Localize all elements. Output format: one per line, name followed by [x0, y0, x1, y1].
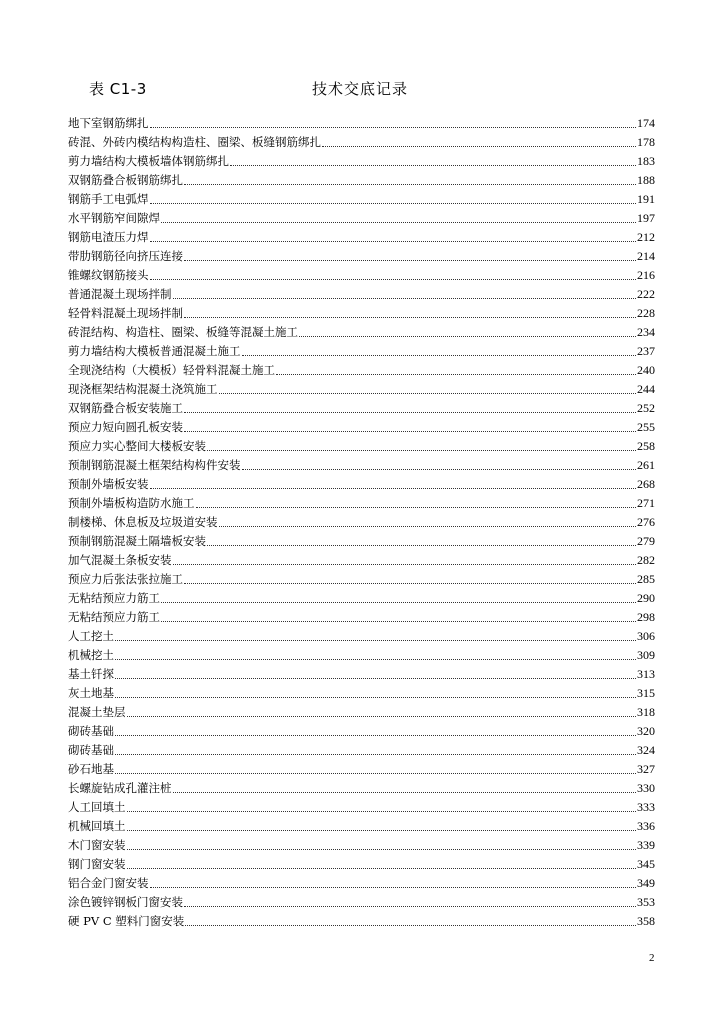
toc-entry-title: 预制钢筋混凝土隔墙板安装 — [68, 534, 206, 548]
toc-entry[interactable] — [68, 703, 655, 722]
toc-entry-title: 混凝土垫层 — [68, 705, 126, 719]
toc-entry-title: 砖混结构、构造柱、圈梁、板缝等混凝土施工 — [68, 325, 298, 339]
toc-entry-title: 铝合金门窗安装 — [68, 876, 149, 890]
toc-dot-leader — [115, 754, 636, 755]
toc-entry-page: 216 — [637, 268, 655, 282]
toc-entry-title: 机械回填土 — [68, 819, 126, 833]
toc-entry[interactable] — [68, 513, 655, 532]
toc-entry-title: 预应力实心整间大楼板安装 — [68, 439, 206, 453]
page-number: 2 — [649, 952, 655, 964]
toc-dot-leader — [127, 849, 637, 850]
toc-entry-title: 砌砖基础 — [68, 724, 114, 738]
toc-entry-title: 预制外墙板安装 — [68, 477, 149, 491]
toc-entry-page: 191 — [637, 192, 655, 206]
toc-entry[interactable] — [68, 798, 655, 817]
toc-entry-page: 336 — [637, 819, 655, 833]
toc-dot-leader — [161, 621, 636, 622]
toc-entry[interactable] — [68, 456, 655, 475]
toc-entry-page: 285 — [637, 572, 655, 586]
toc-entry[interactable] — [68, 380, 655, 399]
toc-dot-leader — [127, 716, 637, 717]
toc-entry[interactable] — [68, 399, 655, 418]
toc-dot-leader — [150, 127, 637, 128]
toc-entry[interactable] — [68, 836, 655, 855]
toc-entry-title: 预制外墙板构造防水施工 — [68, 496, 195, 510]
toc-entry-page: 298 — [637, 610, 655, 624]
toc-entry-page: 252 — [637, 401, 655, 415]
toc-dot-leader — [184, 906, 636, 907]
toc-entry-title: 钢筋电渣压力焊 — [68, 230, 149, 244]
toc-entry[interactable] — [68, 551, 655, 570]
toc-entry-title: 灰土地基 — [68, 686, 114, 700]
toc-entry-page: 261 — [637, 458, 655, 472]
toc-entry-page: 222 — [637, 287, 655, 301]
toc-entry-page: 268 — [637, 477, 655, 491]
toc-dot-leader — [184, 317, 636, 318]
toc-dot-leader — [173, 564, 637, 565]
toc-entry[interactable] — [68, 893, 655, 912]
toc-entry-page: 271 — [637, 496, 655, 510]
toc-dot-leader — [150, 279, 637, 280]
toc-dot-leader — [185, 925, 636, 926]
toc-entry-page: 197 — [637, 211, 655, 225]
toc-dot-leader — [115, 735, 636, 736]
toc-entry-title: 地下室钢筋绑扎 — [68, 116, 149, 130]
toc-entry-page: 309 — [637, 648, 655, 662]
toc-dot-leader — [115, 678, 636, 679]
toc-dot-leader — [150, 488, 637, 489]
toc-entry[interactable] — [68, 475, 655, 494]
toc-entry-title: 钢筋手工电弧焊 — [68, 192, 149, 206]
toc-dot-leader — [242, 469, 637, 470]
toc-entry[interactable] — [68, 665, 655, 684]
toc-dot-leader — [150, 887, 637, 888]
toc-entry-title: 木门窗安装 — [68, 838, 126, 852]
toc-entry-title: 砂石地基 — [68, 762, 114, 776]
toc-dot-leader — [299, 336, 636, 337]
toc-dot-leader — [115, 697, 636, 698]
toc-dot-leader — [127, 830, 637, 831]
toc-entry[interactable] — [68, 304, 655, 323]
toc-entry-page: 188 — [637, 173, 655, 187]
toc-entry[interactable] — [68, 209, 655, 228]
toc-entry-page: 313 — [637, 667, 655, 681]
toc-entry-page: 237 — [637, 344, 655, 358]
toc-entry[interactable] — [68, 437, 655, 456]
toc-entry[interactable] — [68, 912, 655, 931]
toc-entry[interactable] — [68, 627, 655, 646]
toc-entry[interactable] — [68, 779, 655, 798]
toc-dot-leader — [207, 450, 636, 451]
toc-entry[interactable] — [68, 874, 655, 893]
toc-entry-page: 358 — [637, 914, 655, 928]
toc-entry-page: 178 — [637, 135, 655, 149]
toc-dot-leader — [115, 640, 636, 641]
toc-dot-leader — [276, 374, 636, 375]
toc-entry[interactable] — [68, 855, 655, 874]
toc-dot-leader — [207, 545, 636, 546]
toc-entry-page: 279 — [637, 534, 655, 548]
table-of-contents — [68, 114, 655, 931]
toc-entry-title: 预应力短向圆孔板安装 — [68, 420, 183, 434]
toc-entry[interactable] — [68, 608, 655, 627]
toc-entry-title: 双钢筋叠合板安装施工 — [68, 401, 183, 415]
toc-entry-page: 234 — [637, 325, 655, 339]
document-title: 技术交底记录 — [312, 80, 409, 98]
toc-entry[interactable] — [68, 152, 655, 171]
toc-entry-title: 剪力墙结构大模板墙体钢筋绑扎 — [68, 154, 229, 168]
toc-dot-leader — [184, 412, 636, 413]
toc-entry[interactable] — [68, 323, 655, 342]
toc-entry-title: 基土钎探 — [68, 667, 114, 681]
toc-entry-title: 涂色镀锌钢板门窗安装 — [68, 895, 183, 909]
toc-dot-leader — [127, 868, 637, 869]
toc-entry-title: 水平钢筋窄间隙焊 — [68, 211, 160, 225]
toc-entry-page: 276 — [637, 515, 655, 529]
toc-entry-title: 硬 PV C 塑料门窗安装 — [68, 914, 185, 928]
toc-dot-leader — [115, 773, 636, 774]
toc-entry[interactable] — [68, 285, 655, 304]
toc-entry[interactable] — [68, 361, 655, 380]
toc-entry[interactable] — [68, 722, 655, 741]
toc-entry[interactable] — [68, 418, 655, 437]
toc-entry[interactable] — [68, 817, 655, 836]
toc-entry-page: 333 — [637, 800, 655, 814]
toc-entry-title: 带肋钢筋径向挤压连接 — [68, 249, 183, 263]
toc-entry[interactable] — [68, 133, 655, 152]
toc-entry[interactable] — [68, 760, 655, 779]
toc-dot-leader — [127, 811, 637, 812]
toc-dot-leader — [184, 184, 636, 185]
toc-dot-leader — [322, 146, 636, 147]
toc-entry[interactable] — [68, 494, 655, 513]
toc-entry-page: 330 — [637, 781, 655, 795]
toc-entry[interactable] — [68, 266, 655, 285]
toc-dot-leader — [196, 507, 637, 508]
toc-entry-page: 228 — [637, 306, 655, 320]
toc-entry-title: 长螺旋钻成孔灌注桩 — [68, 781, 172, 795]
toc-dot-leader — [242, 355, 637, 356]
toc-entry-title: 预制钢筋混凝土框架结构构件安装 — [68, 458, 241, 472]
toc-entry-page: 320 — [637, 724, 655, 738]
toc-entry[interactable] — [68, 190, 655, 209]
toc-entry-page: 306 — [637, 629, 655, 643]
toc-entry-page: 244 — [637, 382, 655, 396]
toc-dot-leader — [150, 203, 637, 204]
toc-entry-title: 双钢筋叠合板钢筋绑扎 — [68, 173, 183, 187]
toc-dot-leader — [219, 526, 637, 527]
toc-entry-page: 174 — [637, 116, 655, 130]
toc-entry[interactable] — [68, 570, 655, 589]
toc-dot-leader — [184, 583, 636, 584]
toc-entry-title: 制楼梯、休息板及垃圾道安装 — [68, 515, 218, 529]
toc-entry[interactable] — [68, 247, 655, 266]
toc-entry-title: 砖混、外砖内模结构构造柱、圈梁、板缝钢筋绑扎 — [68, 135, 321, 149]
toc-entry-title: 预应力后张法张拉施工 — [68, 572, 183, 586]
toc-entry-title: 加气混凝土条板安装 — [68, 553, 172, 567]
toc-dot-leader — [161, 602, 636, 603]
toc-entry-page: 345 — [637, 857, 655, 871]
document-header — [0, 78, 724, 102]
toc-entry-page: 339 — [637, 838, 655, 852]
toc-entry-page: 349 — [637, 876, 655, 890]
toc-entry-page: 240 — [637, 363, 655, 377]
toc-entry-page: 183 — [637, 154, 655, 168]
toc-entry-page: 282 — [637, 553, 655, 567]
toc-entry-title: 轻骨料混凝土现场拌制 — [68, 306, 183, 320]
toc-dot-leader — [184, 260, 636, 261]
toc-entry-page: 318 — [637, 705, 655, 719]
toc-dot-leader — [161, 222, 636, 223]
toc-entry[interactable] — [68, 228, 655, 247]
toc-entry[interactable] — [68, 532, 655, 551]
toc-dot-leader — [219, 393, 637, 394]
toc-entry-page: 324 — [637, 743, 655, 757]
toc-entry[interactable] — [68, 646, 655, 665]
toc-entry-page: 258 — [637, 439, 655, 453]
toc-dot-leader — [230, 165, 636, 166]
toc-entry-page: 315 — [637, 686, 655, 700]
toc-entry[interactable] — [68, 741, 655, 760]
toc-entry-title: 机械挖土 — [68, 648, 114, 662]
toc-dot-leader — [173, 792, 637, 793]
toc-entry[interactable] — [68, 342, 655, 361]
toc-entry-title: 全现浇结构（大模板）轻骨料混凝土施工 — [68, 363, 275, 377]
toc-dot-leader — [150, 241, 637, 242]
toc-entry-page: 255 — [637, 420, 655, 434]
toc-entry-page: 353 — [637, 895, 655, 909]
toc-dot-leader — [115, 659, 636, 660]
toc-entry-title: 普通混凝土现场拌制 — [68, 287, 172, 301]
toc-entry[interactable] — [68, 171, 655, 190]
toc-entry-title: 现浇框架结构混凝土浇筑施工 — [68, 382, 218, 396]
toc-entry[interactable] — [68, 589, 655, 608]
toc-entry-page: 327 — [637, 762, 655, 776]
toc-entry-title: 无粘结预应力筋工 — [68, 610, 160, 624]
toc-entry-title: 无粘结预应力筋工 — [68, 591, 160, 605]
toc-entry-page: 212 — [637, 230, 655, 244]
form-code: 表 C1-3 — [89, 80, 147, 98]
toc-dot-leader — [184, 431, 636, 432]
toc-entry-page: 214 — [637, 249, 655, 263]
toc-entry-title: 锥螺纹钢筋接头 — [68, 268, 149, 282]
toc-entry-title: 人工挖土 — [68, 629, 114, 643]
toc-entry-page: 290 — [637, 591, 655, 605]
toc-entry[interactable] — [68, 114, 655, 133]
toc-entry-title: 剪力墙结构大模板普通混凝土施工 — [68, 344, 241, 358]
toc-entry[interactable] — [68, 684, 655, 703]
toc-entry-title: 砌砖基础 — [68, 743, 114, 757]
toc-entry-title: 人工回填土 — [68, 800, 126, 814]
toc-entry-title: 钢门窗安装 — [68, 857, 126, 871]
toc-dot-leader — [173, 298, 637, 299]
